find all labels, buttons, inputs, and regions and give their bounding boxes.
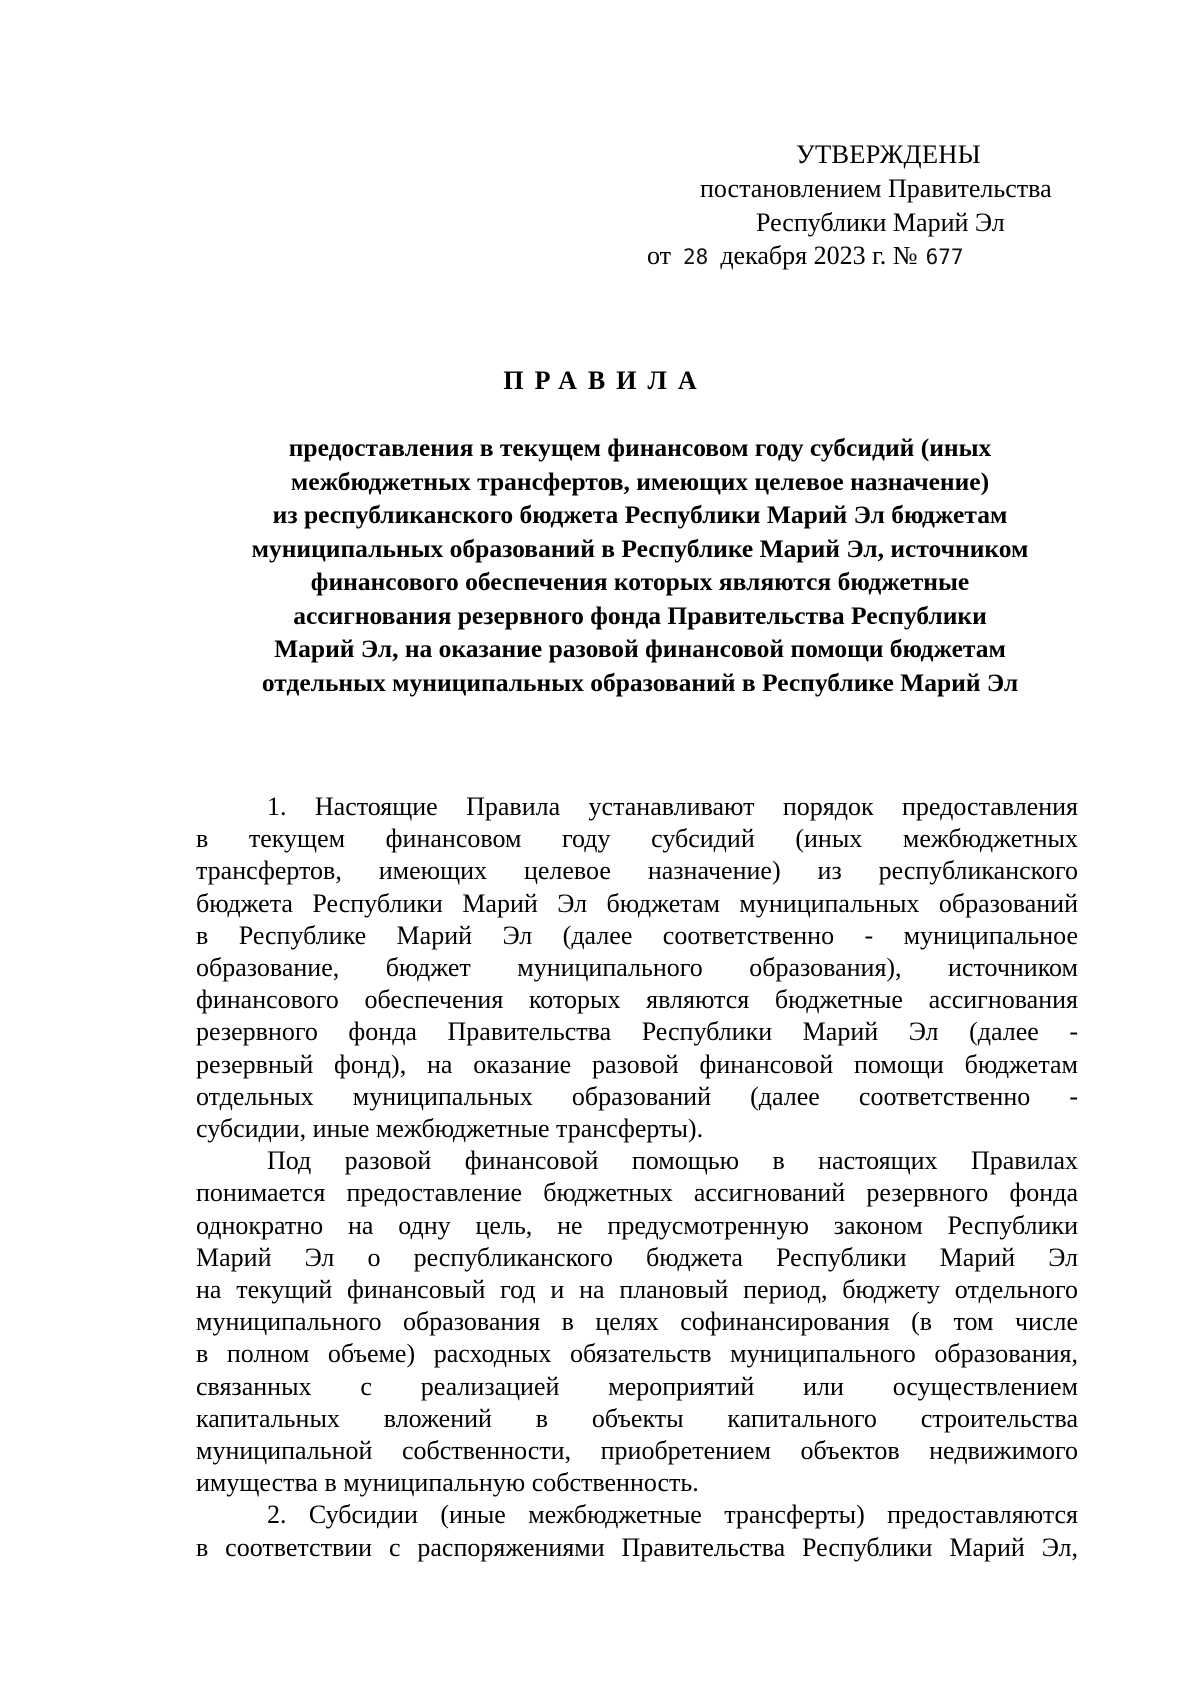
paragraph-line: резервный фонд), на оказание разовой финансовой помощи бюджетам [196,1049,1078,1079]
paragraph-line: 2. Субсидии (иные межбюджетные трансферты) предоставляются [267,1500,1078,1530]
approval-date [647,239,964,274]
paragraph-line: субсидии, иные межбюджетные трансферты). [196,1114,704,1144]
paragraph-1 [196,791,1078,1145]
subtitle-line: Марий Эл, на оказание разовой финансовой помощи бюджетам [274,634,1006,663]
document-subtitle [185,431,1095,699]
paragraph-line: в полном объеме) расходных обязательств муниципального образования, [196,1339,1078,1369]
paragraph-line: муниципальной собственности, приобретением объектов недвижимого [196,1436,1078,1466]
paragraph-line: понимается предоставление бюджетных ассигнований резервного фонда [196,1178,1078,1208]
paragraph-line: муниципального образования в целях софинансирования (в том числе [196,1307,1078,1337]
paragraph-2 [196,1145,1078,1499]
approval-title: УТВЕРЖДЕНЫ [796,139,981,169]
paragraph-line: 1. Настоящие Правила устанавливают порядок предоставления [267,792,1078,821]
paragraph-line: в текущем финансовом году субсидий (иных межбюджетных [196,824,1078,854]
paragraph-3 [196,1499,1078,1563]
paragraph-line: Под разовой финансовой помощью в настоящих Правилах [267,1146,1078,1176]
paragraph-line: связанных с реализацией мероприятий или осуществлением [196,1371,1078,1401]
document-number: 677 [925,245,964,269]
paragraph-line: финансового обеспечения которых являются бюджетные ассигнования [196,985,1078,1015]
paragraph-line: на текущий финансовый год и на плановый период, бюджету отдельного [196,1275,1078,1305]
subtitle-line: отдельных муниципальных образований в Республике Марий Эл [261,667,1019,697]
date-prefix: от [647,241,672,270]
approval-by: постановлением Правительства [700,174,1052,203]
subtitle-line: из республиканского бюджета Республики Марий Эл бюджетам [272,500,1008,529]
subtitle-line: ассигнования резервного фонда Правительства Республики [293,600,987,630]
approval-republic: Республики Марий Эл [756,208,1005,237]
paragraph-line: имущества в муниципальную собственность. [196,1468,699,1498]
paragraph-line: бюджета Республики Марий Эл бюджетам муниципальных образований [196,888,1078,918]
document-title: ПРАВИЛА [503,366,708,395]
paragraph-line: резервного фонда Правительства Республики Марий Эл (далее - [196,1017,1078,1047]
paragraph-line: трансфертов, имеющих целевое назначение) из республиканского [196,856,1078,886]
document-body [196,791,1078,1564]
paragraph-line: капитальных вложений в объекты капитального строительства [196,1403,1078,1433]
subtitle-line: финансового обеспечения которых являются бюджетные [310,567,970,596]
subtitle-line: муниципальных образований в Республике Марий Эл, источником [251,533,1029,563]
paragraph-line: в Республике Марий Эл (далее соответственно - муниципальное [196,920,1078,950]
date-month-year: декабря 2023 г. № [720,241,918,270]
paragraph-line: образование, бюджет муниципального образования), источником [196,953,1078,983]
paragraph-line: однократно на одну цель, не предусмотренную законом Республики [196,1210,1078,1240]
subtitle-line: межбюджетных трансфертов, имеющих целевое назначение) [290,466,990,496]
date-day: 28 [683,245,709,269]
paragraph-line: Марий Эл о республиканского бюджета Республики Марий Эл [196,1242,1078,1272]
subtitle-line: предоставления в текущем финансовом году субсидий (иных [288,433,992,462]
paragraph-line: в соответствии с распоряжениями Правительства Республики Марий Эл, [196,1532,1078,1562]
paragraph-line: отдельных муниципальных образований (далее соответственно - [196,1081,1078,1111]
